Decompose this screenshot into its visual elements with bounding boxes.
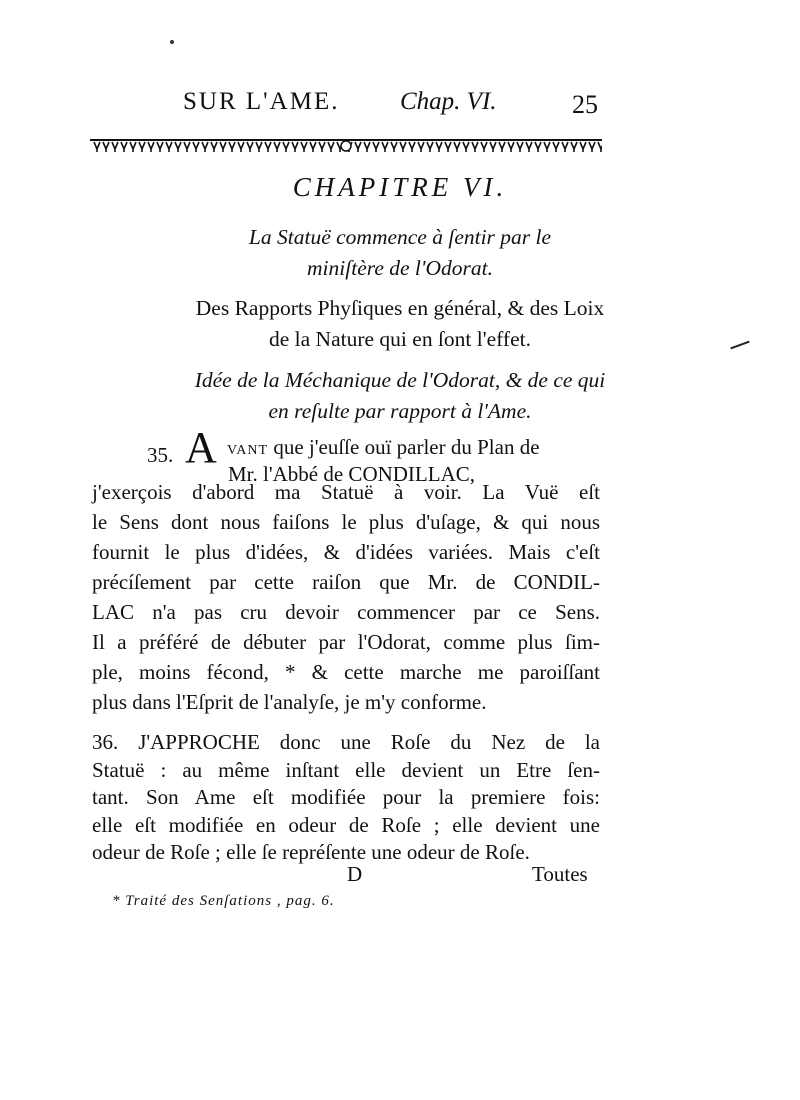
paragraph-35-line: le Sens dont nous faiſons le plus d'uſage, & qui nous — [92, 510, 600, 534]
running-head-chapter: Chap. VI. — [400, 88, 497, 115]
paragraph-35-line: j'exerçois d'abord ma Statuë à voir. La Vuë eſt — [92, 480, 600, 504]
subtitle-3 — [80, 365, 720, 427]
paragraph-36-line: Statuë : au même inſtant elle devient un Etre ſen- — [92, 757, 600, 782]
ink-mark — [730, 341, 749, 350]
paragraph-36-line: elle eſt modifiée en odeur de Roſe ; elle devient une — [92, 812, 600, 837]
ink-speck — [170, 40, 174, 44]
running-head — [0, 88, 800, 124]
paragraph-36-line: tant. Son Ame eſt modifiée pour la premiere fois: — [92, 785, 600, 809]
page-number: 25 — [572, 90, 598, 119]
subtitle-3-line-2: en reſulte par rapport à l'Ame. — [268, 399, 532, 423]
drop-initial: A — [185, 423, 217, 472]
paragraph-35-first-line — [227, 432, 540, 466]
subtitle-1-line-1: La Statuë commence à ſentir par le — [248, 225, 552, 249]
paragraph-35-second-line: Mr. l'Abbé de CONDILLAC, — [228, 462, 476, 486]
subtitle-1 — [80, 222, 720, 284]
first-line-text: que j'euſſe ouï parler du Plan de — [273, 435, 540, 459]
small-caps-word: VANT — [227, 443, 269, 458]
catchword: Toutes — [532, 862, 588, 886]
paragraph-35-line: LAC n'a pas cru devoir commencer par ce Sens. — [92, 600, 600, 624]
signature-mark: D — [347, 862, 363, 886]
paragraph-35-line: précíſement par cette raiſon que Mr. de CONDIL- — [92, 570, 600, 594]
running-head-title: SUR L'AME. — [183, 88, 340, 115]
paragraph-36-line: odeur de Roſe ; elle ſe repréſente une odeur de Roſe. — [92, 840, 530, 864]
paragraph-35-line: plus dans l'Eſprit de l'analyſe, je m'y conforme. — [92, 690, 487, 714]
paragraph-number: 35. — [147, 443, 174, 467]
subtitle-2-line-2: de la Nature qui en ſont l'effet. — [269, 327, 531, 351]
subtitle-2-line-1: Des Rapports Phyſiques en général, & des Loix — [195, 296, 605, 320]
subtitle-3-line-1: Idée de la Méchanique de l'Odorat, & de ce qui — [194, 368, 606, 392]
paragraph-36-line: 36. J'APPROCHE donc une Roſe du Nez de la — [92, 730, 600, 754]
paragraph-35-line: Il a préféré de débuter par l'Odorat, comme plus ſim- — [92, 630, 600, 654]
paragraph-35-line: ple, moins fécond, * & cette marche me paroiſſant — [92, 660, 600, 684]
chapter-title: CHAPITRE VI. — [292, 172, 508, 202]
paragraph-35-line: fournit le plus d'idées, & d'idées variées. Mais c'eſt — [92, 540, 600, 564]
decorative-ornament-rule — [90, 136, 602, 156]
subtitle-1-line-2: miniſtère de l'Odorat. — [307, 256, 493, 280]
footnote: * Traité des Senſations , pag. 6. — [112, 893, 335, 909]
subtitle-2 — [80, 293, 720, 355]
